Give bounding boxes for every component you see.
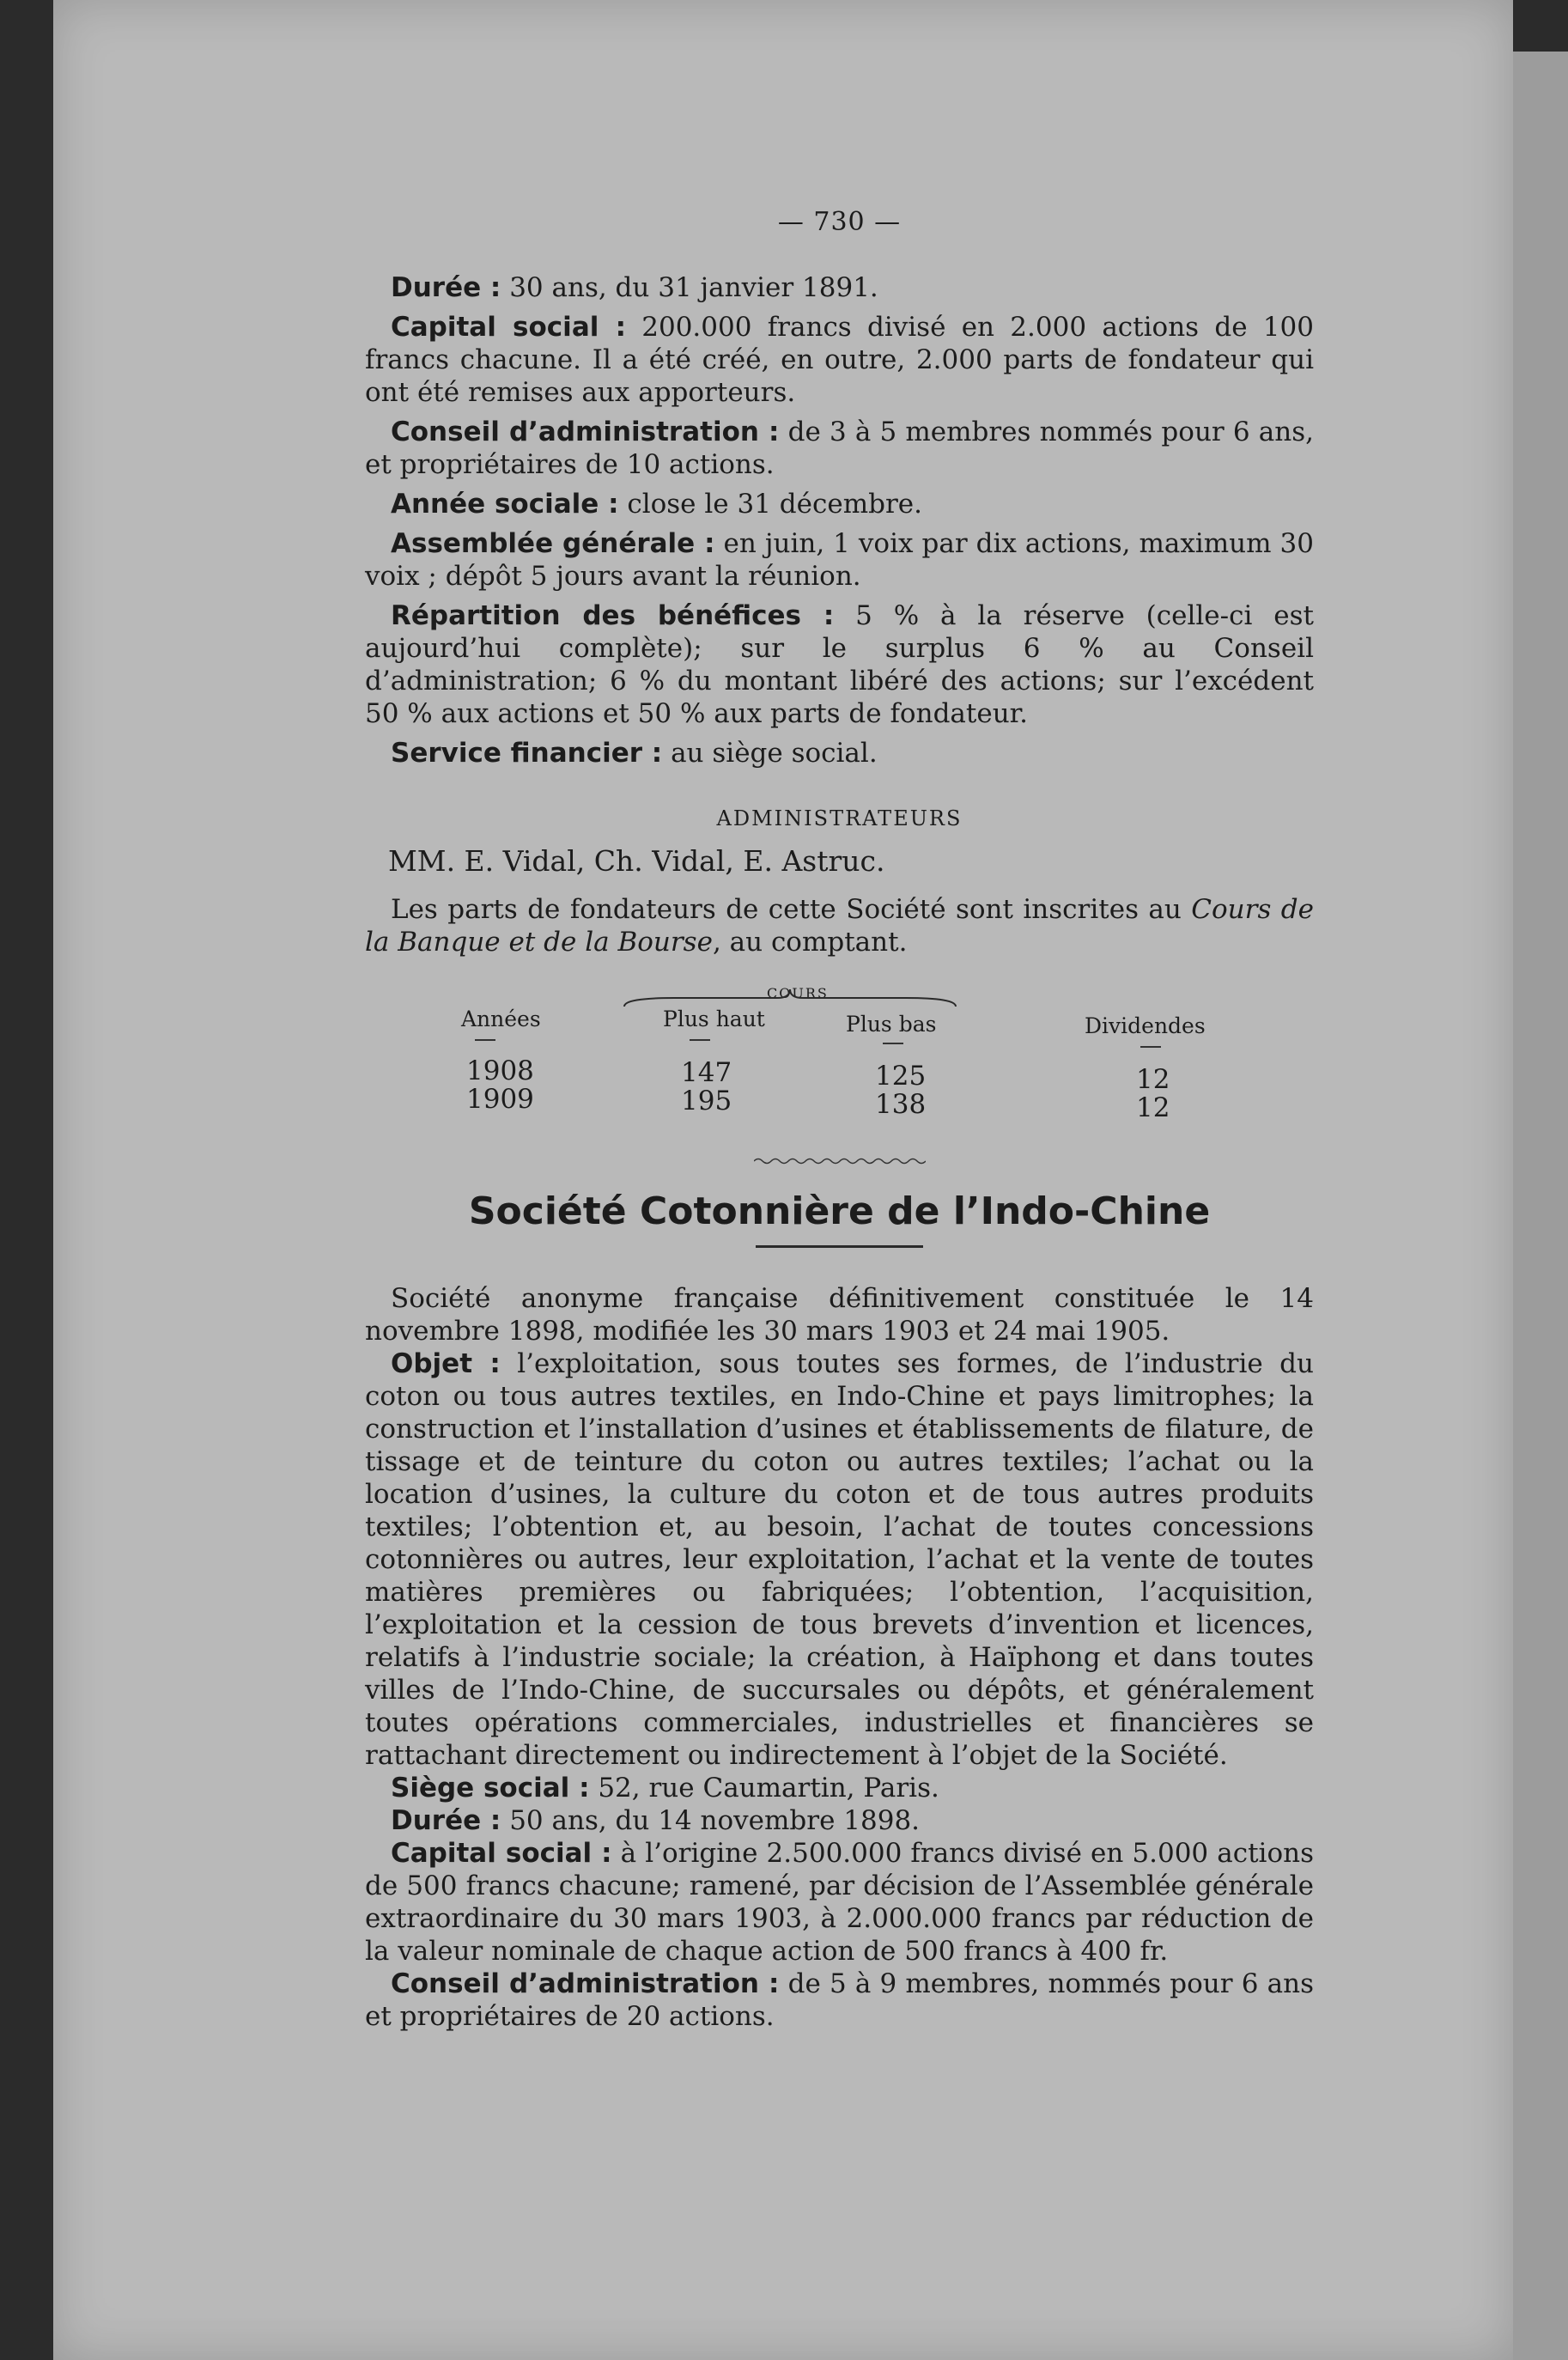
page-content	[365, 206, 1314, 2033]
siege-text: 52, rue Caumartin, Paris.	[589, 1773, 939, 1803]
cours-table	[365, 977, 1314, 1140]
repartition-label: Répartition des bénéfices :	[391, 600, 835, 631]
objet-paragraph	[365, 1347, 1314, 1772]
conseil2-label: Conseil d’administration :	[391, 1968, 780, 1999]
row1-dividendes: 12	[1136, 1064, 1170, 1095]
dash-plus-haut	[690, 1039, 710, 1041]
siege-label: Siège social :	[391, 1773, 590, 1803]
administrateurs-heading: ADMINISTRATEURS	[716, 806, 963, 830]
administrateurs-names: MM. E. Vidal, Ch. Vidal, E. Astruc.	[388, 844, 885, 878]
assemblee-label: Assemblée générale :	[391, 528, 715, 559]
header-plus-haut: Plus haut	[663, 1007, 765, 1031]
annee-text: close le 31 décembre.	[618, 489, 922, 520]
capital2-paragraph	[365, 1837, 1314, 1968]
header-dividendes: Dividendes	[1085, 1013, 1206, 1038]
capital2-label: Capital social :	[391, 1838, 612, 1869]
capital-label: Capital social :	[391, 312, 626, 343]
row2-dividendes: 12	[1136, 1092, 1170, 1123]
duree2-paragraph	[365, 1804, 1314, 1837]
objet-text: l’exploitation, sous toutes ses formes, de l’industrie du coton ou tous autres textiles, en Indo-Chine et pays limitrophes; la construction et l’installation d’usines et établissements de filature, de tissage et de teinture du coton ou autres textiles; l’achat ou la location d’usines, la culture du coton et de tous autres produits textiles; l’obtention et, au besoin, l’achat de toutes concessions cotonnières ou autres, leur exploitation, l’achat et la vente de toutes matières premières ou fabriquées; l’obtention, l’acquisition, l’exploitation et la cession de tous brevets d’invention et licences, relatifs à l’industrie sociale; la création, à Haïphong et dans toutes villes de l’Indo-Chine, de succursales ou dépôts, et généralement toutes opérations commerciales, industrielles et financières se rattachant directement ou indirectement à l’objet de la Société.	[365, 1348, 1314, 1771]
capital2-text: à l’origine 2.500.000 francs divisé en 5.000 actions de 500 francs chacune; ramené, par décision de l’Assemblée générale extraordinaire du 30 mars 1903, à 2.000.000 francs par réduction de la valeur nominale de chaque action de 500 francs à 400 fr.	[365, 1838, 1314, 1967]
row1-plus-haut: 147	[681, 1057, 732, 1088]
objet-label: Objet :	[391, 1348, 501, 1379]
assemblee-text: en juin, 1 voix par dix actions, maximum 30 voix ; dépôt 5 jours avant la réunion.	[365, 528, 1314, 592]
row1-annee: 1908	[466, 1055, 534, 1086]
capital-paragraph	[365, 311, 1314, 409]
parts-italic: Cours de la Banque et de la Bourse	[365, 894, 1314, 958]
conseil-label: Conseil d’administration :	[391, 417, 780, 447]
page-number: — 730 —	[777, 207, 902, 237]
capital-text: 200.000 francs divisé en 2.000 actions de 100 francs chacune. Il a été créé, en outre, 2.000 parts de fondateur qui ont été remises aux apporteurs.	[365, 312, 1314, 408]
next-page-edge	[1513, 52, 1568, 2360]
title-rule	[756, 1245, 923, 1248]
service-label: Service financier :	[391, 738, 663, 769]
header-plus-bas: Plus bas	[846, 1012, 937, 1037]
annee-label: Année sociale :	[391, 489, 619, 520]
conseil-text: de 3 à 5 membres nommés pour 6 ans, et propriétaires de 10 actions.	[365, 417, 1314, 480]
repartition-text: 5 % à la réserve (celle-ci est aujourd’hui complète); sur le surplus 6 % au Conseil d’administration; 6 % du montant libéré des actions; sur l’excédent 50 % aux actions et 50 % aux parts de fondateur.	[365, 600, 1314, 729]
row2-plus-bas: 138	[875, 1089, 927, 1120]
cours-label: COURS	[767, 985, 829, 1001]
conseil-paragraph	[365, 416, 1314, 481]
assemblee-paragraph	[365, 527, 1314, 593]
service-text: au siège social.	[662, 738, 878, 769]
duree-paragraph	[365, 271, 1314, 304]
wavy-separator	[365, 1140, 1314, 1173]
conseil2-text: de 5 à 9 membres, nommés pour 6 ans et propriétaires de 20 actions.	[365, 1968, 1314, 2032]
duree2-label: Durée :	[391, 1805, 501, 1836]
duree-text: 30 ans, du 31 janvier 1891.	[501, 272, 878, 303]
parts-paragraph	[365, 893, 1314, 958]
row2-plus-haut: 195	[681, 1086, 732, 1116]
parts-text-1: Les parts de fondateurs de cette Société sont inscrites au	[391, 894, 1192, 925]
conseil2-paragraph	[365, 1968, 1314, 2033]
dash-annees	[475, 1039, 495, 1041]
service-paragraph	[365, 737, 1314, 769]
duree-label: Durée :	[391, 272, 501, 303]
parts-text-2: , au comptant.	[712, 927, 908, 958]
row1-plus-bas: 125	[875, 1061, 927, 1092]
row2-annee: 1909	[466, 1084, 534, 1115]
dash-dividendes	[1140, 1046, 1161, 1048]
company-title: Société Cotonnière de l’Indo-Chine	[468, 1189, 1211, 1233]
header-annees: Années	[461, 1007, 541, 1031]
annee-paragraph	[365, 488, 1314, 520]
dash-plus-bas	[883, 1043, 903, 1044]
siege-paragraph	[365, 1772, 1314, 1804]
duree2-text: 50 ans, du 14 novembre 1898.	[501, 1805, 921, 1836]
repartition-paragraph	[365, 599, 1314, 730]
intro-paragraph: Société anonyme française définitivement constituée le 14 novembre 1898, modifiée les 30 mars 1903 et 24 mai 1905.	[365, 1283, 1314, 1347]
